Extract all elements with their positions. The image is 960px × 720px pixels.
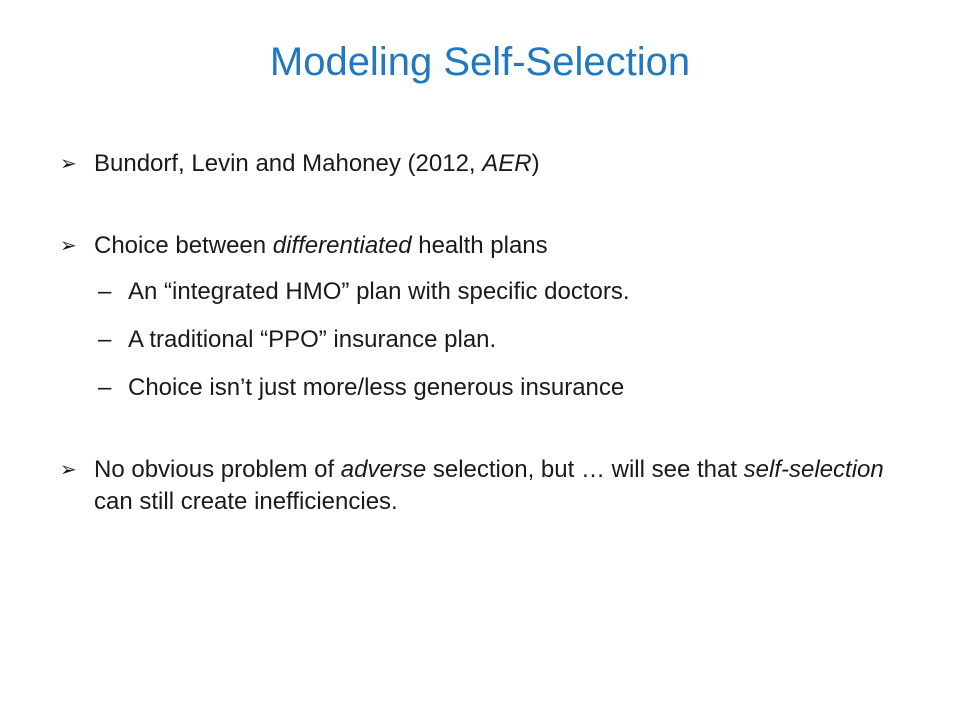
arrow-bullet-icon: ➢	[60, 153, 77, 175]
arrow-bullet-icon: ➢	[60, 235, 77, 257]
sub-bullet-text: Choice isn’t just more/less generous insurance	[128, 374, 625, 401]
bullet-adverse-selection	[60, 454, 920, 518]
sub-bullet-generosity	[60, 372, 920, 404]
slide-title: Modeling Self-Selection	[269, 40, 691, 84]
arrow-bullet-icon: ➢	[60, 459, 77, 481]
bullet-text: Choice between differentiated health plans	[94, 232, 548, 259]
sub-bullet-ppo	[60, 324, 920, 356]
dash-bullet-icon: –	[98, 326, 112, 353]
bullet-citation	[60, 148, 920, 180]
bullet-choice	[60, 230, 920, 262]
sub-bullet-text: A traditional “PPO” insurance plan.	[128, 326, 497, 353]
dash-bullet-icon: –	[98, 374, 112, 401]
slide-body	[60, 148, 920, 518]
dash-bullet-icon: –	[98, 278, 112, 305]
sub-bullet-text: An “integrated HMO” plan with specific doctors.	[128, 278, 630, 305]
bullet-text: Bundorf, Levin and Mahoney (2012, AER)	[94, 150, 540, 177]
sub-bullet-hmo	[60, 276, 920, 308]
bullet-text: No obvious problem of adverse selection, but … will see that self-selection can still create inefficiencies.	[94, 456, 884, 515]
